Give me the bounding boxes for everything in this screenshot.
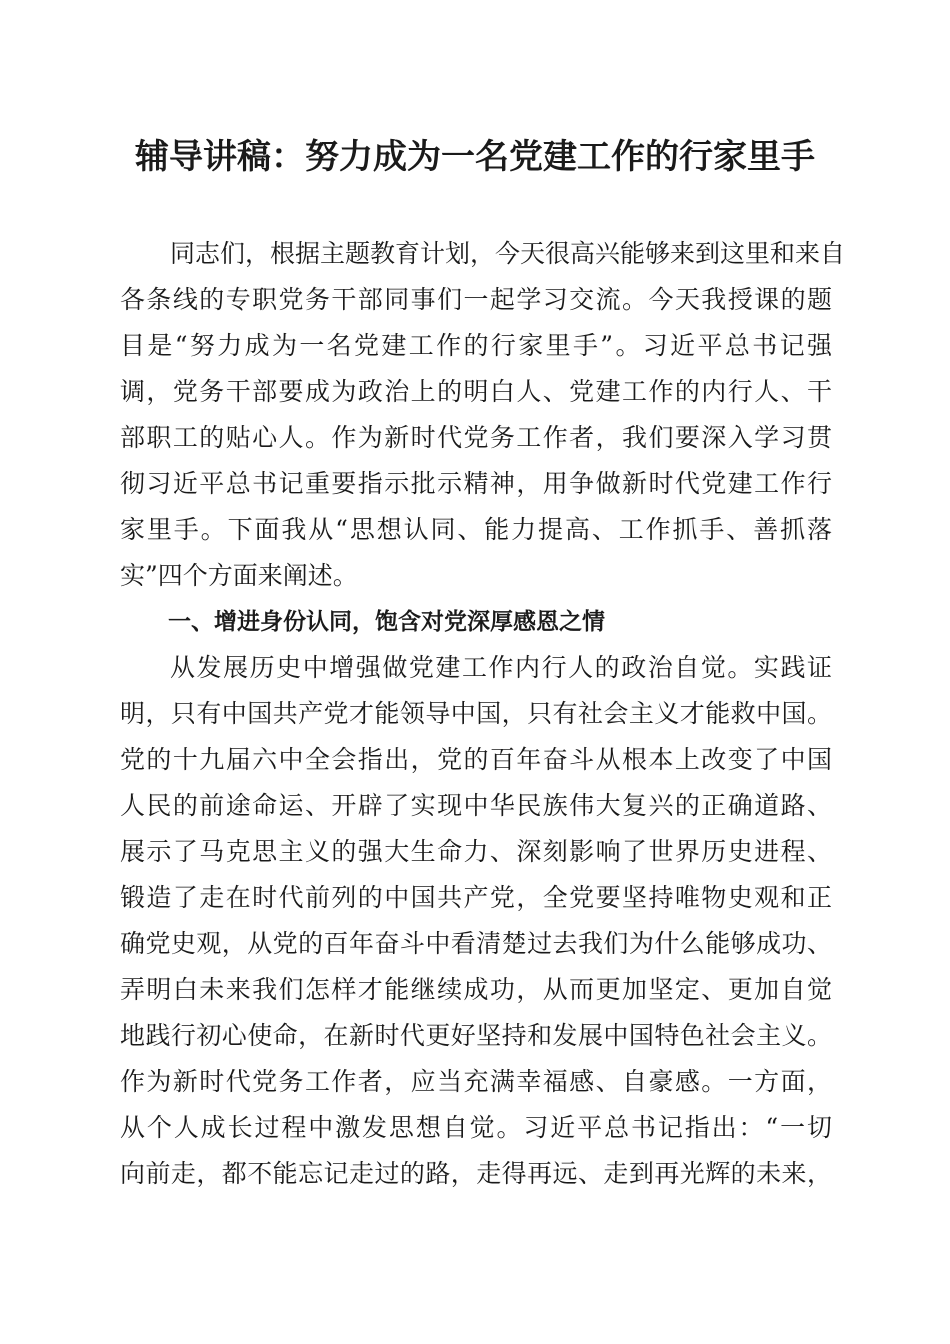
paragraph-section-1 — [120, 645, 832, 1197]
text-line: 彻习近平总书记重要指示批示精神，用争做新时代党建工作行 — [120, 469, 832, 498]
text-line: 同志们，根据主题教育计划，今天很高兴能够来到这里和来自 — [170, 239, 846, 268]
text-line: 展示了马克思主义的强大生命力、深刻影响了世界历史进程、 — [120, 837, 832, 866]
text-line: 地践行初心使命，在新时代更好坚持和发展中国特色社会主义。 — [120, 1021, 832, 1050]
text-line: 目是“努力成为一名党建工作的行家里手”。习近平总书记强 — [120, 331, 832, 360]
text-line: 确党史观，从党的百年奋斗中看清楚过去我们为什么能够成功、 — [120, 929, 832, 958]
text-line: 弄明白未来我们怎样才能继续成功，从而更加坚定、更加自觉 — [120, 975, 832, 1004]
text-line: 实”四个方面来阐述。 — [120, 561, 358, 590]
paragraph-intro — [120, 231, 846, 599]
text-line: 作为新时代党务工作者，应当充满幸福感、自豪感。一方面， — [120, 1067, 832, 1096]
section-heading: 一、增进身份认同，饱含对党深厚感恩之情 — [168, 609, 605, 635]
text-line: 锻造了走在时代前列的中国共产党，全党要坚持唯物史观和正 — [120, 883, 832, 912]
document-body — [120, 231, 846, 1197]
text-line: 从发展历史中增强做党建工作内行人的政治自觉。实践证 — [170, 653, 832, 682]
text-line: 人民的前途命运、开辟了实现中华民族伟大复兴的正确道路、 — [120, 791, 832, 820]
text-line: 调，党务干部要成为政治上的明白人、党建工作的内行人、干 — [120, 377, 832, 406]
text-line: 从个人成长过程中激发思想自觉。习近平总书记指出：“一切 — [120, 1113, 832, 1142]
text-line: 明，只有中国共产党才能领导中国，只有社会主义才能救中国。 — [120, 699, 832, 728]
text-line: 党的十九届六中全会指出，党的百年奋斗从根本上改变了中国 — [120, 745, 832, 774]
text-line: 各条线的专职党务干部同事们一起学习交流。今天我授课的题 — [120, 285, 832, 314]
text-line: 部职工的贴心人。作为新时代党务工作者，我们要深入学习贯 — [120, 423, 832, 452]
text-line: 向前走，都不能忘记走过的路，走得再远、走到再光辉的未来， — [120, 1159, 832, 1188]
document-title: 辅导讲稿：努力成为一名党建工作的行家里手 — [135, 137, 815, 177]
text-line: 家里手。下面我从“思想认同、能力提高、工作抓手、善抓落 — [120, 515, 832, 544]
